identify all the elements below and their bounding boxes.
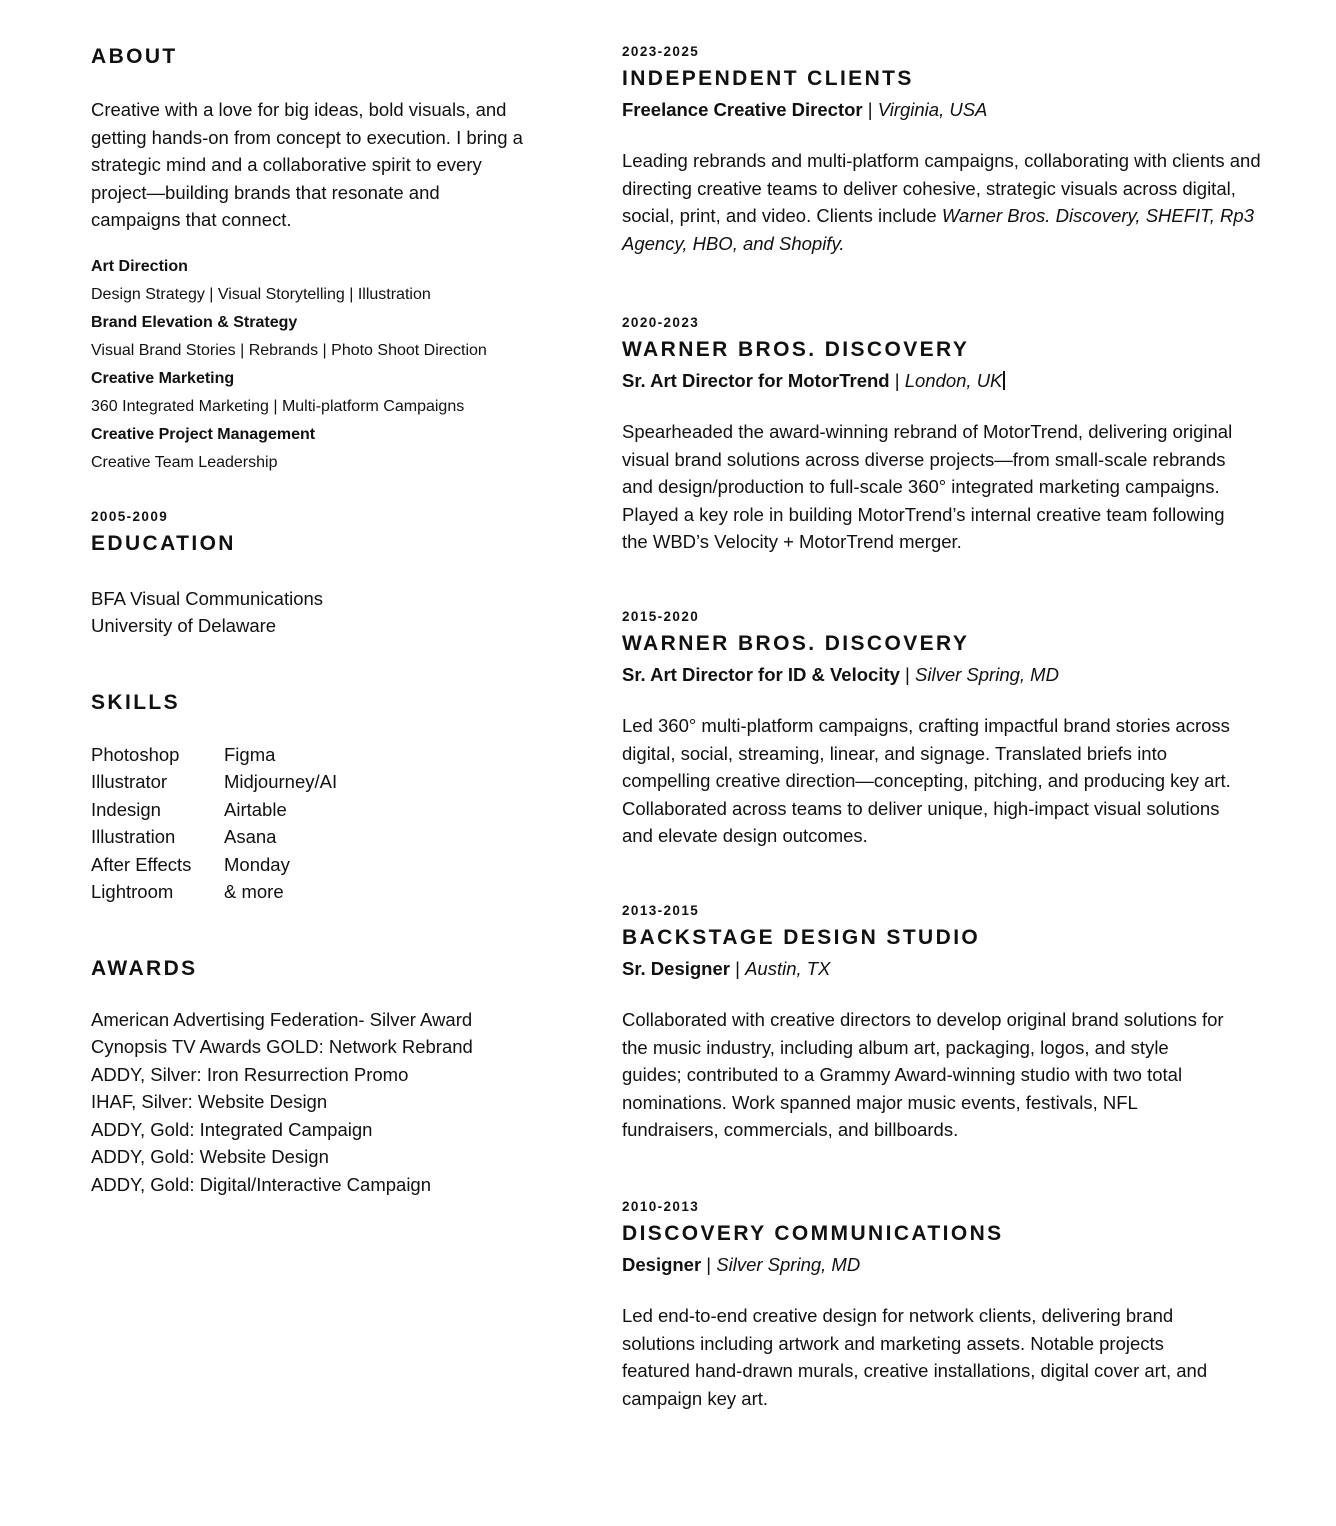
award-item: ADDY, Silver: Iron Resurrection Promo	[91, 1063, 409, 1085]
job-entry	[622, 903, 1272, 1199]
job-role-line	[622, 956, 1272, 982]
job-role: Designer	[622, 1254, 702, 1275]
skill-item: Airtable	[224, 798, 287, 820]
job-role: Sr. Designer	[622, 958, 730, 979]
skill-item: Indesign	[91, 798, 161, 820]
job-description-clients: Warner Bros. Discovery, SHEFIT, Rp3 Agency, HBO, and Shopify.	[622, 205, 1254, 254]
education-degree: BFA Visual Communications	[91, 587, 324, 609]
job-separator: |	[899, 664, 916, 685]
job-role-line	[622, 1252, 1272, 1278]
job-description: Spearheaded the award-winning rebrand of MotorTrend, delivering original visual brand solutions across diverse projects—from small-scale rebrands and design/production to full-scale 360° integrated marketing campaigns. Played a key role in building MotorTrend’s internal creative team following the WBD’s Velocity + MotorTrend merger.	[622, 421, 1233, 552]
experience-column	[622, 44, 1272, 1412]
award-item: Cynopsis TV Awards GOLD: Network Rebrand	[91, 1036, 473, 1057]
job-company: WARNER BROS. DISCOVERY	[622, 338, 970, 361]
job-role: Freelance Creative Director	[622, 99, 863, 120]
text-cursor	[1003, 371, 1005, 390]
job-description: Led end-to-end creative design for network clients, delivering brand solutions including artwork and marketing assets. Notable projects featured hand-drawn murals, creative installations, digital cover art, and campaign key art.	[622, 1305, 1208, 1409]
job-location: Virginia, USA	[877, 99, 988, 120]
job-description: Collaborated with creative directors to develop original brand solutions for the music industry, including album art, packaging, logos, and style guides; contributed to a Grammy Award-winning studio with two total nominations. Work spanned major music events, festivals, NFL fundraisers, commercials, and billboards.	[622, 1009, 1224, 1140]
job-entry	[622, 44, 1272, 315]
about-text: Creative with a love for big ideas, bold visuals, and getting hands-on from concept to execution. I bring a strategic mind and a collaborative spirit to every project—building brands that resonate and campaigns that connect.	[91, 99, 523, 230]
awards-heading: AWARDS	[91, 956, 198, 980]
skills-grid	[91, 741, 551, 906]
focus-title: Art Direction	[91, 257, 188, 275]
job-description	[622, 147, 1267, 257]
job-description: Led 360° multi-platform campaigns, crafting impactful brand stories across digital, social, streaming, linear, and signage. Translated briefs into compelling creative direction—concepting, pitching, and producing key art. Collaborated across teams to deliver unique, high-impact visual solutions and elevate design outcomes.	[622, 715, 1231, 846]
skill-item: Monday	[224, 853, 290, 875]
job-location: Austin, TX	[745, 958, 831, 979]
focus-title: Creative Marketing	[91, 369, 235, 387]
job-entry	[622, 609, 1272, 903]
skill-item: Midjourney/AI	[224, 771, 338, 792]
focus-desc: Creative Team Leadership	[91, 453, 278, 471]
award-item: ADDY, Gold: Integrated Campaign	[91, 1118, 373, 1140]
job-separator: |	[889, 370, 905, 391]
skills-column-2	[224, 741, 337, 906]
focus-desc: Visual Brand Stories | Rebrands | Photo Shoot Direction	[91, 341, 487, 359]
job-role-line	[622, 368, 1272, 394]
job-role-line	[622, 97, 1272, 123]
job-location: Silver Spring, MD	[716, 1254, 861, 1275]
focus-title: Brand Elevation & Strategy	[91, 313, 298, 331]
job-role-line	[622, 662, 1272, 688]
job-years: 2013-2015	[622, 903, 700, 918]
focus-item	[91, 369, 551, 417]
about-heading: ABOUT	[91, 45, 178, 68]
focus-list	[91, 257, 551, 473]
job-years: 2010-2013	[622, 1199, 700, 1214]
skills-heading: SKILLS	[91, 690, 181, 714]
skill-item: Lightroom	[91, 881, 174, 902]
job-entry	[622, 315, 1272, 609]
education-section	[91, 509, 551, 640]
job-company: DISCOVERY COMMUNICATIONS	[622, 1222, 1004, 1245]
about-section	[91, 44, 551, 473]
job-entry	[622, 1199, 1272, 1412]
job-description-text: Leading rebrands and multi-platform campaigns, collaborating with clients and directing creative teams to deliver cohesive, strategic visuals across digital, social, print, and video. Clients include	[622, 150, 1261, 226]
skills-section	[91, 690, 551, 906]
skill-item: Photoshop	[91, 743, 180, 765]
job-role: Sr. Art Director for ID & Velocity	[622, 664, 900, 685]
award-item: ADDY, Gold: Website Design	[91, 1146, 329, 1167]
focus-item	[91, 257, 551, 305]
skill-item: Figma	[224, 743, 276, 765]
focus-title: Creative Project Management	[91, 425, 316, 443]
job-location: London, UK	[904, 370, 1003, 391]
job-separator: |	[862, 99, 878, 120]
job-company: WARNER BROS. DISCOVERY	[622, 632, 970, 655]
focus-desc: 360 Integrated Marketing | Multi-platform Campaigns	[91, 397, 465, 415]
job-company: BACKSTAGE DESIGN STUDIO	[622, 926, 981, 949]
job-separator: |	[701, 1254, 717, 1275]
education-heading: EDUCATION	[91, 531, 236, 555]
focus-item	[91, 425, 551, 473]
job-role: Sr. Art Director for MotorTrend	[622, 370, 890, 391]
job-years: 2020-2023	[622, 315, 700, 330]
skills-column-1	[91, 741, 224, 906]
education-details	[91, 585, 551, 640]
focus-desc: Design Strategy | Visual Storytelling | Illustration	[91, 285, 431, 303]
skill-item: Illustrator	[91, 771, 168, 792]
skill-item: Illustration	[91, 826, 176, 847]
award-item: IHAF, Silver: Website Design	[91, 1091, 328, 1112]
skill-item: Asana	[224, 826, 277, 847]
job-separator: |	[729, 958, 746, 979]
skill-item: & more	[224, 881, 284, 902]
awards-section	[91, 956, 551, 1199]
job-years: 2023-2025	[622, 44, 700, 59]
education-years: 2005-2009	[91, 508, 169, 524]
job-location: Silver Spring, MD	[915, 664, 1059, 685]
award-item: ADDY, Gold: Digital/Interactive Campaign	[91, 1173, 432, 1195]
focus-item	[91, 313, 551, 361]
awards-list	[91, 1006, 551, 1199]
education-school: University of Delaware	[91, 615, 277, 636]
skill-item: After Effects	[91, 853, 192, 875]
job-company: INDEPENDENT CLIENTS	[622, 67, 914, 90]
left-column	[91, 44, 551, 1198]
job-years: 2015-2020	[622, 609, 700, 624]
award-item: American Advertising Federation- Silver Award	[91, 1008, 473, 1030]
